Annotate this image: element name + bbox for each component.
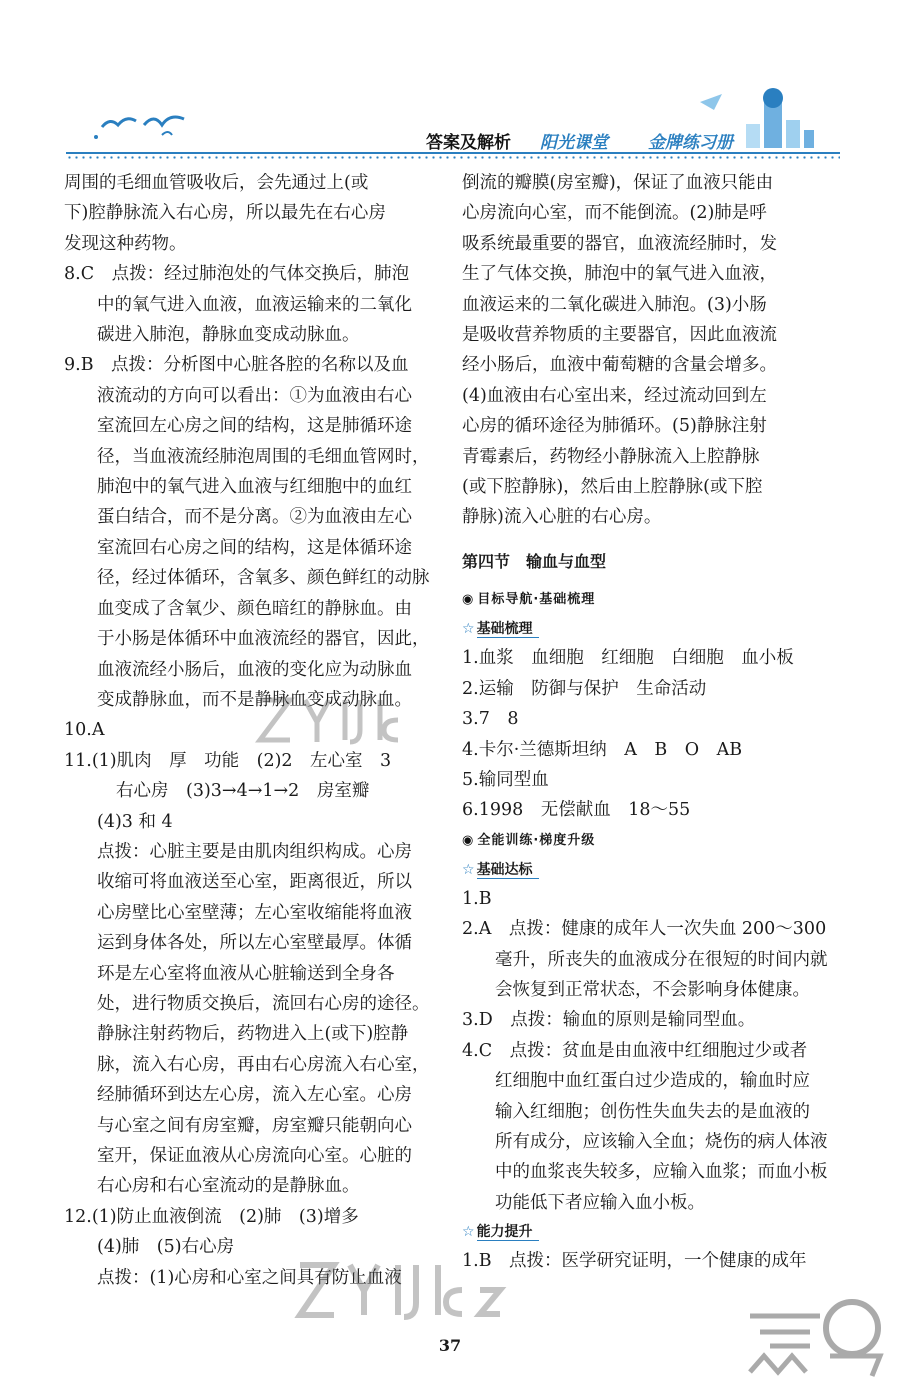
answer-item: 2.运输 防御与保护 生命活动 (462, 678, 707, 699)
answer-item: 3.7 8 (462, 709, 519, 730)
text-line: 室流回右心房之间的结构，这是体循环途 (97, 537, 412, 558)
answer-item: 1.血浆 血细胞 红细胞 白细胞 血小板 (462, 648, 794, 669)
answer-item: 3.D 点拨：输血的原则是输同型血。 (462, 1010, 756, 1031)
text-line: 静脉)流入心脏的右心房。 (462, 507, 662, 528)
text-line: 青霉素后，药物经小静脉流入上腔静脉 (462, 446, 760, 467)
answer-item: 12.(1)防止血液倒流 (2)肺 (3)增多 (64, 1206, 359, 1227)
header-brand-name: 阳光课堂 (540, 133, 608, 153)
page-header (0, 0, 900, 165)
section-band-label: 目标导航·基础梳理 (477, 592, 596, 608)
text-line: 脉，流入右心房，再由右心房流入右心室， (97, 1054, 430, 1075)
answer-item: 10.A (64, 720, 105, 741)
text-line: 肺泡中的氧气进入血液与红细胞中的血红 (97, 477, 412, 498)
text-line: 下)腔静脉流入右心房，所以最先在右心房 (64, 203, 386, 224)
answer-item: 4.卡尔·兰德斯坦纳 A B O AB (462, 739, 743, 760)
text-line: 径，当血液流经肺泡周围的毛细血管网时， (97, 446, 430, 467)
text-line: (4)3 和 4 (97, 811, 173, 832)
header-section-title: 答案及解析 (426, 133, 511, 153)
subsection-tag (462, 615, 842, 643)
section-title: 第四节 输血与血型 (462, 551, 607, 571)
text-line: 所有成分，应该输入全血；烧伤的病人体液 (495, 1131, 828, 1152)
text-line: 右心房 (3)3→4→1→2 房室瓣 (116, 781, 370, 802)
answer-item: 2.A 点拨：健康的成年人一次失血 200～300 (462, 919, 827, 940)
subsection-tag (462, 1218, 842, 1246)
answer-item: 1.B 点拨：医学研究证明，一个健康的成年 (462, 1251, 807, 1272)
subsection-tag-label: 能力提升 (477, 1224, 539, 1241)
bullet-icon: ◉ (462, 832, 475, 848)
text-line: 中的血浆丧失较多，应输入血浆；而血小板 (495, 1162, 828, 1183)
header-brand-subtitle: 金牌练习册 (648, 133, 733, 153)
text-line: 室流回左心房之间的结构，这是肺循环途 (97, 416, 412, 437)
text-line: 收缩可将血液送至心室，距离很近，所以 (97, 872, 412, 893)
text-line: 经肺循环到达左心房，流入左心室。心房 (97, 1085, 412, 1106)
answer-item: 9.B 点拨：分析图中心脏各腔的名称以及血 (64, 355, 409, 376)
text-line: 生了气体交换，肺泡中的氧气进入血液， (462, 264, 777, 285)
text-line: (4)血液由右心室出来，经过流动回到左 (462, 385, 767, 406)
star-icon: ☆ (462, 1224, 475, 1241)
subsection-tag (462, 856, 842, 884)
bullet-icon: ◉ (462, 592, 475, 608)
subsection-tag-label: 基础达标 (477, 862, 539, 879)
text-line: 右心房和右心室流动的是静脉血。 (97, 1176, 360, 1197)
text-line: 周围的毛细血管吸收后，会先通过上(或 (64, 173, 369, 193)
text-line: 输入红细胞；创伤性失血失去的是血液的 (495, 1101, 810, 1122)
text-line: 血液流经小肠后，血液的变化应为动脉血 (97, 659, 412, 680)
text-line: 室开，保证血液从心房流向心室。心脏的 (97, 1146, 412, 1166)
text-line: 功能低下者应输入血小板。 (495, 1192, 705, 1213)
text-line: 血变成了含氧少、颜色暗红的静脉血。由 (97, 598, 412, 619)
text-line: 变成静脉血，而不是静脉血变成动脉血。 (97, 689, 412, 710)
answer-item: 8.C 点拨：经过肺泡处的气体交换后，肺泡 (64, 264, 410, 285)
text-line: 红细胞中血红蛋白过少造成的，输血时应 (495, 1071, 810, 1092)
text-line: 与心室之间有房室瓣，房室瓣只能朝向心 (97, 1115, 412, 1136)
page-number: 37 (438, 1336, 462, 1355)
answer-item: 4.C 点拨：贫血是由血液中红细胞过少或者 (462, 1040, 808, 1061)
text-line: 心房流向心室，而不能倒流。(2)肺是呼 (462, 203, 767, 224)
text-line: (4)肺 (5)右心房 (97, 1237, 235, 1258)
text-line: 环是左心室将血液从心脏输送到全身各 (97, 963, 395, 984)
answer-item: 5.输同型血 (462, 769, 549, 790)
text-line: 蛋白结合，而不是分离。②为血液由左心 (97, 507, 412, 528)
text-line: (或下腔静脉)，然后由上腔静脉(或下腔 (462, 477, 763, 498)
text-line: 血液运来的二氧化碳进入肺泡。(3)小肠 (462, 294, 767, 315)
answer-item: 6.1998 无偿献血 18～55 (462, 800, 691, 821)
text-line: 是吸收营养物质的主要器官，因此血液流 (462, 325, 777, 346)
section-band (462, 826, 842, 856)
text-line: 吸系统最重要的器官，血液流经肺时，发 (462, 233, 777, 254)
text-line: 碳进入肺泡，静脉血变成动脉血。 (97, 325, 360, 346)
answer-item: 1.B (462, 888, 492, 909)
text-line: 点拨：(1)心房和心室之间具有防止血液 (97, 1267, 402, 1288)
text-line: 倒流的瓣膜(房室瓣)，保证了血液只能由 (462, 173, 774, 193)
text-line: 心房壁比心室壁薄；左心室收缩能将血液 (97, 902, 412, 923)
text-line: 处，进行物质交换后，流回右心房的途径。 (97, 993, 430, 1014)
text-line: 毫升，所丧失的血液成分在很短的时间内就 (495, 949, 828, 970)
text-line: 于小肠是体循环中血液流经的器官，因此， (97, 629, 430, 650)
text-line: 静脉注射药物后，药物进入上(或下)腔静 (97, 1024, 409, 1045)
star-icon: ☆ (462, 861, 475, 878)
answer-item: 11.(1)肌肉 厚 功能 (2)2 左心室 3 (64, 750, 392, 771)
star-icon: ☆ (462, 621, 475, 638)
text-line: 经小肠后，血液中葡萄糖的含量会增多。 (462, 355, 777, 376)
section-band (462, 585, 842, 615)
left-column (64, 168, 440, 1293)
subsection-tag-label: 基础梳理 (477, 621, 539, 638)
text-line: 运到身体各处，所以左心室壁最厚。体循 (97, 933, 412, 954)
text-line: 中的氧气进入血液，血液运输来的二氧化 (97, 294, 412, 315)
right-column (462, 168, 842, 1277)
text-line: 液流动的方向可以看出：①为血液由右心 (97, 385, 412, 406)
text-line: 发现这种药物。 (64, 233, 187, 254)
text-line: 心房的循环途径为肺循环。(5)静脉注射 (462, 416, 767, 437)
text-line: 点拨：心脏主要是由肌肉组织构成。心房 (97, 841, 412, 862)
header-dotted-rule (66, 156, 840, 159)
text-line: 会恢复到正常状态，不会影响身体健康。 (495, 979, 810, 1000)
text-line: 径，经过体循环，含氧多、颜色鲜红的动脉 (97, 568, 430, 589)
section-band-label: 全能训练·梯度升级 (477, 832, 596, 848)
